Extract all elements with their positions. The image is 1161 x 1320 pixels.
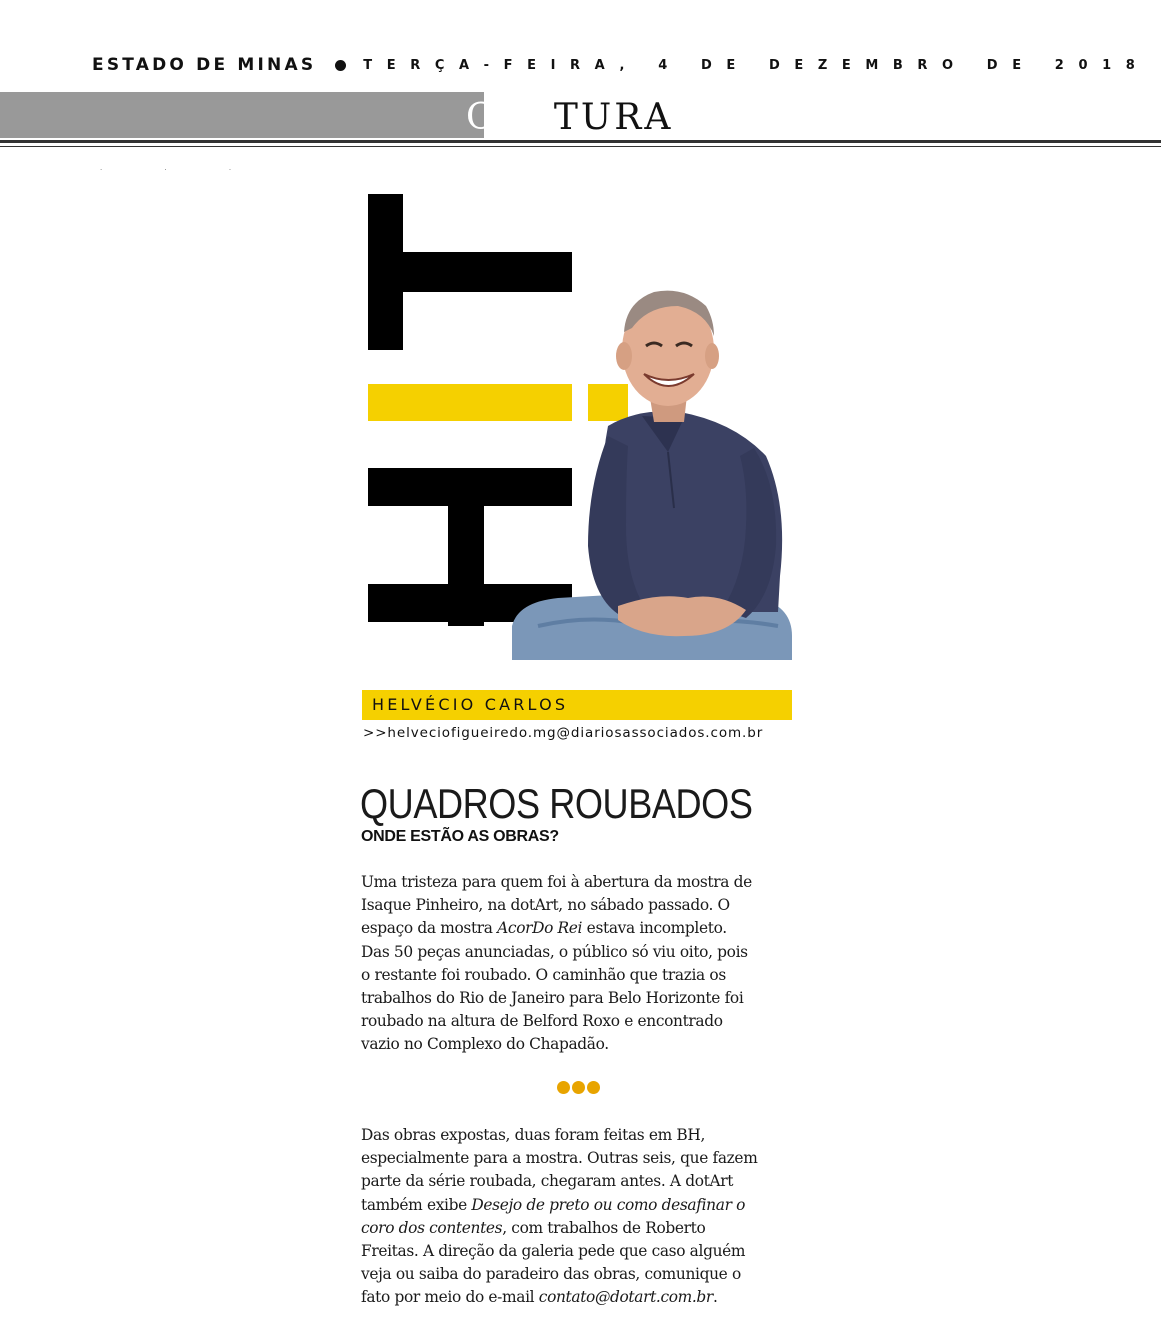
- header-rule-thin: [0, 146, 1161, 147]
- header-rule: [0, 140, 1161, 143]
- paragraph-line: roubado na altura de Belford Roxo e encontrado: [361, 1012, 723, 1031]
- section-title-part-a: CUL: [466, 97, 554, 138]
- article-paragraph-2: [361, 1124, 801, 1310]
- paragraph-line: Das obras expostas, duas foram feitas em BH,: [361, 1126, 706, 1144]
- contact-email[interactable]: contato@dotart.com.br: [538, 1288, 713, 1307]
- article-headline: QUADROS ROUBADOS: [360, 780, 753, 827]
- paragraph-line: espaço da mostra AcorDo Rei estava incompleto.: [361, 919, 727, 938]
- exhibition-title: Desejo de preto ou como desafinar o: [471, 1195, 746, 1214]
- columnist-name: HELVÉCIO CARLOS: [372, 695, 569, 714]
- masthead: [92, 52, 1149, 78]
- section-separator: [557, 1081, 600, 1094]
- exhibition-title: coro dos contentes: [361, 1218, 503, 1237]
- paragraph-line: Uma tristeza para quem foi à abertura da mostra de: [361, 873, 752, 891]
- separator-dot-icon: [557, 1081, 570, 1094]
- paragraph-line: trabalhos do Rio de Janeiro para Belo Horizonte foi: [361, 989, 744, 1008]
- paragraph-line: Das 50 peças anunciadas, o público só viu oito, pois: [361, 942, 748, 961]
- paragraph-line: coro dos contentes, com trabalhos de Roberto: [361, 1218, 706, 1237]
- bullet-icon: [335, 60, 346, 71]
- article-paragraph-1: [361, 871, 801, 1057]
- issue-date: TERÇA-FEIRA, 4 DE DEZEMBRO DE 2018: [363, 57, 1150, 73]
- paragraph-line: vazio no Complexo do Chapadão.: [361, 1035, 609, 1054]
- exhibition-title: AcorDo Rei: [497, 919, 583, 938]
- columnist-photo: [508, 276, 792, 660]
- columnist-email[interactable]: >>helveciofigueiredo.mg@diariosassociados.com.br: [363, 725, 764, 741]
- section-title-part-b: TURA: [553, 97, 674, 138]
- newspaper-name: ESTADO DE MINAS: [92, 55, 317, 75]
- article-subhead: ONDE ESTÃO AS OBRAS?: [361, 828, 559, 845]
- paragraph-line: também exibe Desejo de preto ou como desafinar o: [361, 1195, 746, 1214]
- separator-dot-icon: [572, 1081, 585, 1094]
- paragraph-line: o restante foi roubado. O caminhão que trazia os: [361, 965, 726, 984]
- paragraph-line: Freitas. A direção da galeria pede que caso alguém: [361, 1242, 746, 1261]
- separator-dot-icon: [587, 1081, 600, 1094]
- section-title: [466, 96, 673, 140]
- paragraph-line: Isaque Pinheiro, na dotArt, no sábado passado. O: [361, 896, 730, 915]
- registration-marks: · · ·: [100, 166, 262, 174]
- paragraph-line: especialmente para a mostra. Outras seis, que fazem: [361, 1149, 758, 1168]
- paragraph-line: parte da série roubada, chegaram antes. A dotArt: [361, 1172, 734, 1191]
- paragraph-line: fato por meio do e-mail contato@dotart.com.br.: [361, 1288, 718, 1307]
- section-band: [0, 92, 484, 138]
- paragraph-line: veja ou saiba do paradeiro das obras, comunique o: [361, 1265, 741, 1284]
